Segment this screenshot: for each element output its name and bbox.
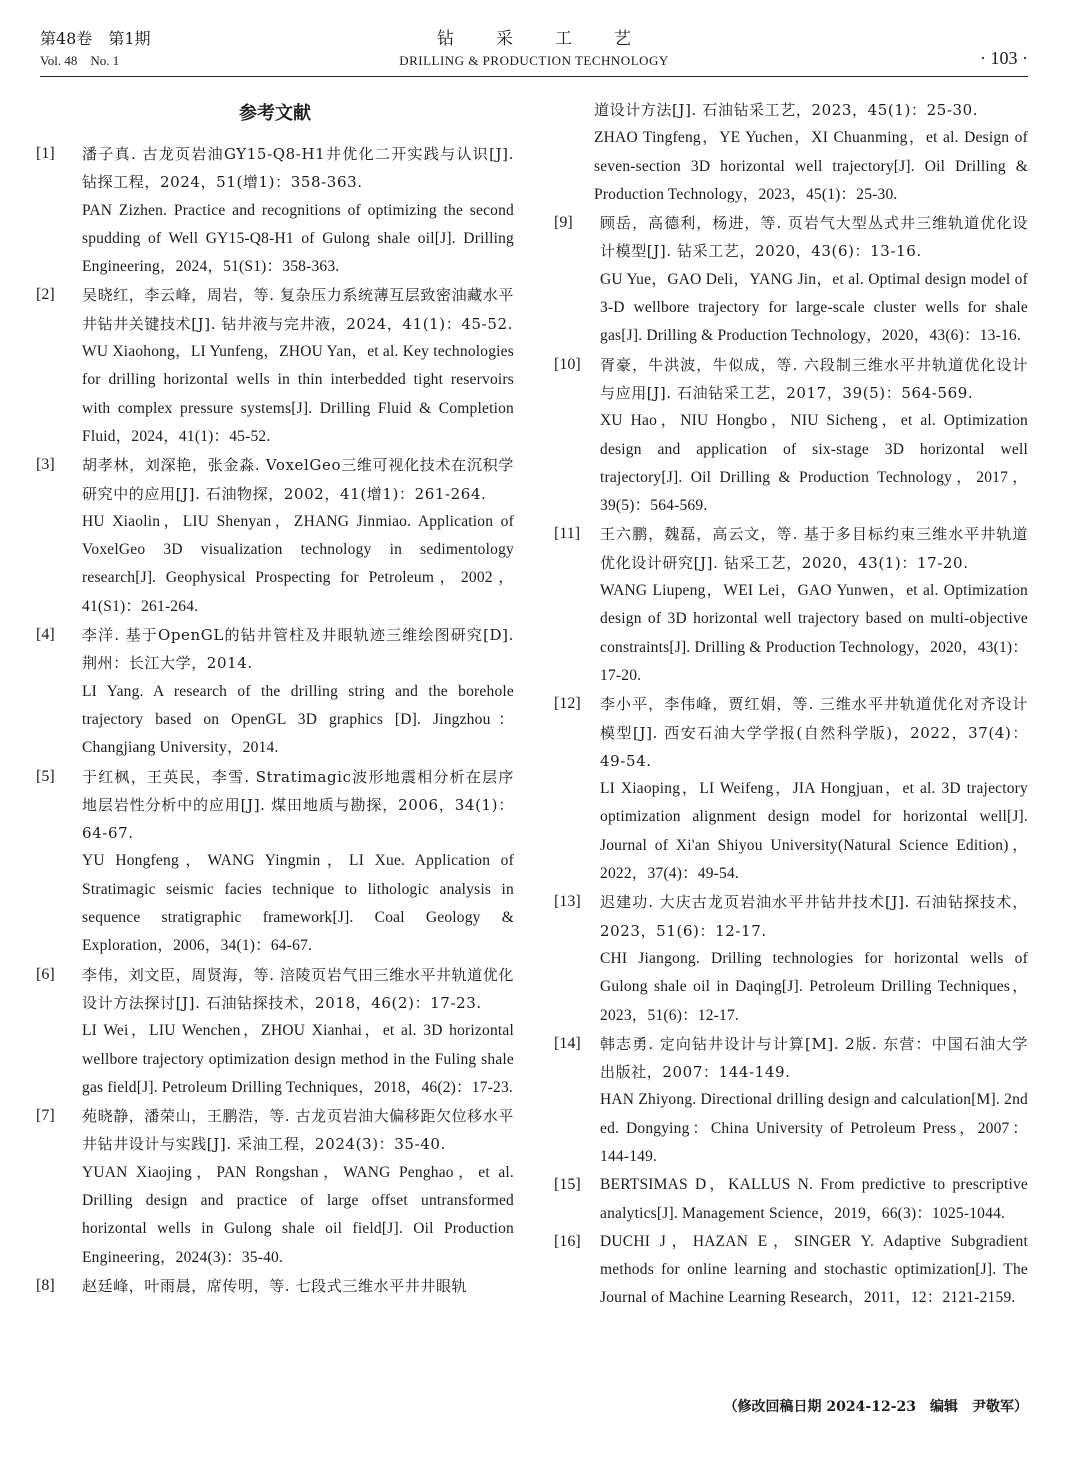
- reference-en: DUCHI J，HAZAN E，SINGER Y. Adaptive Subgradient methods for online learning and stochastic optimization[J]. The Journal of Machine Learning Research，2011，12：2121-2159.: [600, 1232, 1028, 1307]
- reference-number: [11]: [554, 525, 581, 543]
- reference-number: [7]: [36, 1107, 55, 1125]
- reference-number: [5]: [36, 767, 55, 785]
- reference-en: WU Xiaohong，LI Yunfeng，ZHOU Yan，et al. Key technologies for drilling horizontal wells in thin interbedded tight reservoirs with complex pressure systems[J]. Drilling Fluid & Completion Fluid，2024，41(1)：45-52.: [82, 343, 514, 445]
- reference-en: PAN Zizhen. Practice and recognitions of optimizing the second spudding of Well GY15-Q8-H1 of Gulong shale oil[J]. Drilling Engineering，2024，51(S1)：358-363.: [82, 201, 514, 276]
- reference-item: [554, 351, 1028, 521]
- reference-item: [554, 520, 1028, 690]
- reference-item: [36, 1102, 514, 1272]
- reference-number: [14]: [554, 1034, 581, 1052]
- reference-item: [554, 1228, 1028, 1313]
- reference-continuation: [554, 96, 1028, 209]
- reference-cn: 胥豪，牛洪波，牛似成，等. 六段制三维水平井轨道优化设计与应用[J]. 石油钻采工艺，2017，39(5)：564-569.: [600, 355, 1028, 402]
- reference-cn: 苑晓静，潘荣山，王鹏浩，等. 古龙页岩油大偏移距欠位移水平井钻井设计与实践[J]. 采油工程，2024(3)：35-40.: [82, 1107, 514, 1154]
- volume-en: Vol. 48 No. 1: [40, 53, 120, 68]
- reference-cn: 道设计方法[J]. 石油钻采工艺，2023，45(1)：25-30.: [594, 101, 979, 119]
- reference-en: LI Xiaoping，LI Weifeng，JIA Hongjuan，et al. 3D trajectory optimization alignment design model for horizontal well[J]. Journal of Xi'an Shiyou University(Natural Science Edition)，2022，37(4)：49-54.: [600, 780, 1028, 883]
- page-number: · 103 ·: [980, 48, 1028, 68]
- reference-item: [36, 961, 514, 1102]
- reference-cn: 李洋. 基于OpenGL的钻井管柱及井眼轨迹三维绘图研究[D]. 荆州：长江大学，2014.: [82, 626, 514, 673]
- reference-en: WANG Liupeng，WEI Lei，GAO Yunwen，et al. Optimization design of 3D horizontal well trajectory based on multi-objective constraints[J]. Drilling & Production Technology，2020，43(1)：17-20.: [600, 582, 1028, 684]
- reference-en: LI Wei，LIU Wenchen，ZHOU Xianhai，et al. 3D horizontal wellbore trajectory optimization design method in the Fuling shale gas field[J]. Petroleum Drilling Techniques，2018，46(2)：17-23.: [82, 1022, 514, 1096]
- reference-number: [16]: [554, 1232, 581, 1250]
- reference-item: [554, 1171, 1028, 1228]
- right-column: [554, 96, 1028, 1313]
- reference-list-right: [554, 209, 1028, 1313]
- reference-number: [13]: [554, 893, 581, 911]
- reference-item: [554, 690, 1028, 888]
- reference-item: [36, 140, 514, 281]
- reference-number: [8]: [36, 1276, 55, 1294]
- section-title: 参考文献: [239, 103, 311, 124]
- reference-item: [554, 209, 1028, 350]
- reference-cn: 李小平，李伟峰，贾红娟，等. 三维水平井轨道优化对齐设计模型[J]. 西安石油大学学报(自然科学版)，2022，37(4)：49-54.: [600, 695, 1028, 770]
- reference-cn: 胡孝林，刘深艳，张金淼. VoxelGeo三维可视化技术在沉积学研究中的应用[J]. 石油物探，2002，41(增1)：261-264.: [82, 456, 514, 503]
- reference-en: YU Hongfeng，WANG Yingmin，LI Xue. Application of Stratimagic seismic facies technique to lithologic analysis in sequence stratigraphic framework[J]. Coal Geology & Exploration，2006，34(1)：64-67.: [82, 852, 514, 955]
- volume-cn: 第48卷 第1期: [40, 29, 151, 48]
- reference-number: [9]: [554, 214, 573, 232]
- reference-cn: 李伟，刘文臣，周贤海，等. 涪陵页岩气田三维水平井轨道优化设计方法探讨[J]. 石油钻探技术，2018，46(2)：17-23.: [82, 965, 514, 1012]
- reference-item: [36, 1272, 514, 1300]
- journal-title: [40, 28, 1028, 72]
- reference-cn: 王六鹏，魏磊，高云文，等. 基于多目标约束三维水平井轨道优化设计研究[J]. 钻采工艺，2020，43(1)：17-20.: [600, 525, 1028, 572]
- reference-en: HU Xiaolin，LIU Shenyan，ZHANG Jinmiao. Application of VoxelGeo 3D visualization technology in sedimentology research[J]. Geophysical Prospecting for Petroleum，2002，41(S1)：261-264.: [82, 512, 514, 615]
- reference-en: BERTSIMAS D，KALLUS N. From predictive to prescriptive analytics[J]. Management Science，2019，66(3)：1025-1044.: [600, 1176, 1028, 1222]
- reference-en: XU Hao，NIU Hongbo，NIU Sicheng，et al. Optimization design and application of six-stage 3D horizontal well trajectory[J]. Oil Drilling & Production Technology，2017，39(5)：564-569.: [600, 412, 1028, 515]
- page-header: [40, 26, 1028, 76]
- reference-cn: 韩志勇. 定向钻井设计与计算[M]. 2版. 东营：中国石油大学出版社，2007：144-149.: [600, 1034, 1028, 1082]
- reference-item: [36, 451, 514, 621]
- reference-item: [36, 763, 514, 961]
- reference-en: HAN Zhiyong. Directional drilling design and calculation[M]. 2nd ed. Dongying：China University of Petroleum Press，2007：144-149.: [600, 1091, 1028, 1165]
- reference-en: GU Yue，GAO Deli，YANG Jin，et al. Optimal design model of 3-D wellbore trajectory for large-scale cluster wells for shale gas[J]. Drilling & Production Technology，2020，43(6)：13-16.: [600, 270, 1028, 345]
- reference-number: [1]: [36, 145, 55, 162]
- reference-cn: 顾岳，高德利，杨进，等. 页岩气大型丛式井三维轨道优化设计模型[J]. 钻采工艺，2020，43(6)：13-16.: [600, 214, 1028, 261]
- reference-item: [36, 281, 514, 451]
- reference-number: [15]: [554, 1176, 581, 1194]
- header-rule: [40, 76, 1028, 77]
- reference-en: YUAN Xiaojing，PAN Rongshan，WANG Penghao，et al. Drilling design and practice of large offset untransformed horizontal wells in Gulong shale oil field[J]. Oil Production Engineering，2024(3)：35-40.: [82, 1163, 514, 1266]
- reference-number: [10]: [554, 355, 581, 373]
- reference-item: [36, 621, 514, 762]
- reference-number: [12]: [554, 695, 581, 713]
- reference-number: [2]: [36, 286, 55, 304]
- revision-note: （修改回稿日期 2024-12-23 编辑 尹敬军）: [723, 1399, 1028, 1415]
- reference-cn: 吴晓红，李云峰，周岩，等. 复杂压力系统薄互层致密油藏水平井钻井关键技术[J]. 钻井液与完井液，2024，41(1)：45-52.: [82, 286, 514, 333]
- reference-cn: 于红枫，王英民，李雪. Stratimagic波形地震相分析在层序地层岩性分析中的应用[J]. 煤田地质与勘探，2006，34(1)：64-67.: [82, 767, 514, 843]
- reference-cn: 潘子真. 古龙页岩油GY15-Q8-H1井优化二开实践与认识[J]. 钻探工程，2024，51(增1)：358-363.: [82, 145, 514, 192]
- reference-cn: 迟建功. 大庆古龙页岩油水平井钻井技术[J]. 石油钻探技术，2023，51(6)：12-17.: [600, 893, 1028, 940]
- reference-en: CHI Jiangong. Drilling technologies for horizontal wells of Gulong shale oil in Daqing[J]. Petroleum Drilling Techniques，2023，51(6)：12-17.: [600, 949, 1028, 1024]
- reference-en: LI Yang. A research of the drilling string and the borehole trajectory based on OpenGL 3D graphics [D]. Jingzhou：Changjiang University，2014.: [82, 682, 514, 757]
- reference-cn: 赵廷峰，叶雨晨，席传明，等. 七段式三维水平井井眼轨: [82, 1276, 468, 1295]
- left-column: [36, 96, 514, 1300]
- reference-list-left: [36, 140, 514, 1300]
- reference-number: [4]: [36, 626, 55, 644]
- reference-item: [554, 888, 1028, 1029]
- journal-title-en: DRILLING & PRODUCTION TECHNOLOGY: [399, 53, 669, 68]
- journal-title-cn: 钻采工艺: [437, 29, 673, 49]
- reference-number: [6]: [36, 965, 55, 983]
- reference-number: [3]: [36, 456, 55, 474]
- reference-item: [554, 1030, 1028, 1171]
- reference-en: ZHAO Tingfeng，YE Yuchen，XI Chuanming，et al. Design of seven-section 3D horizontal well trajectory[J]. Oil Drilling & Production Technology，2023，45(1)：25-30.: [594, 129, 1028, 203]
